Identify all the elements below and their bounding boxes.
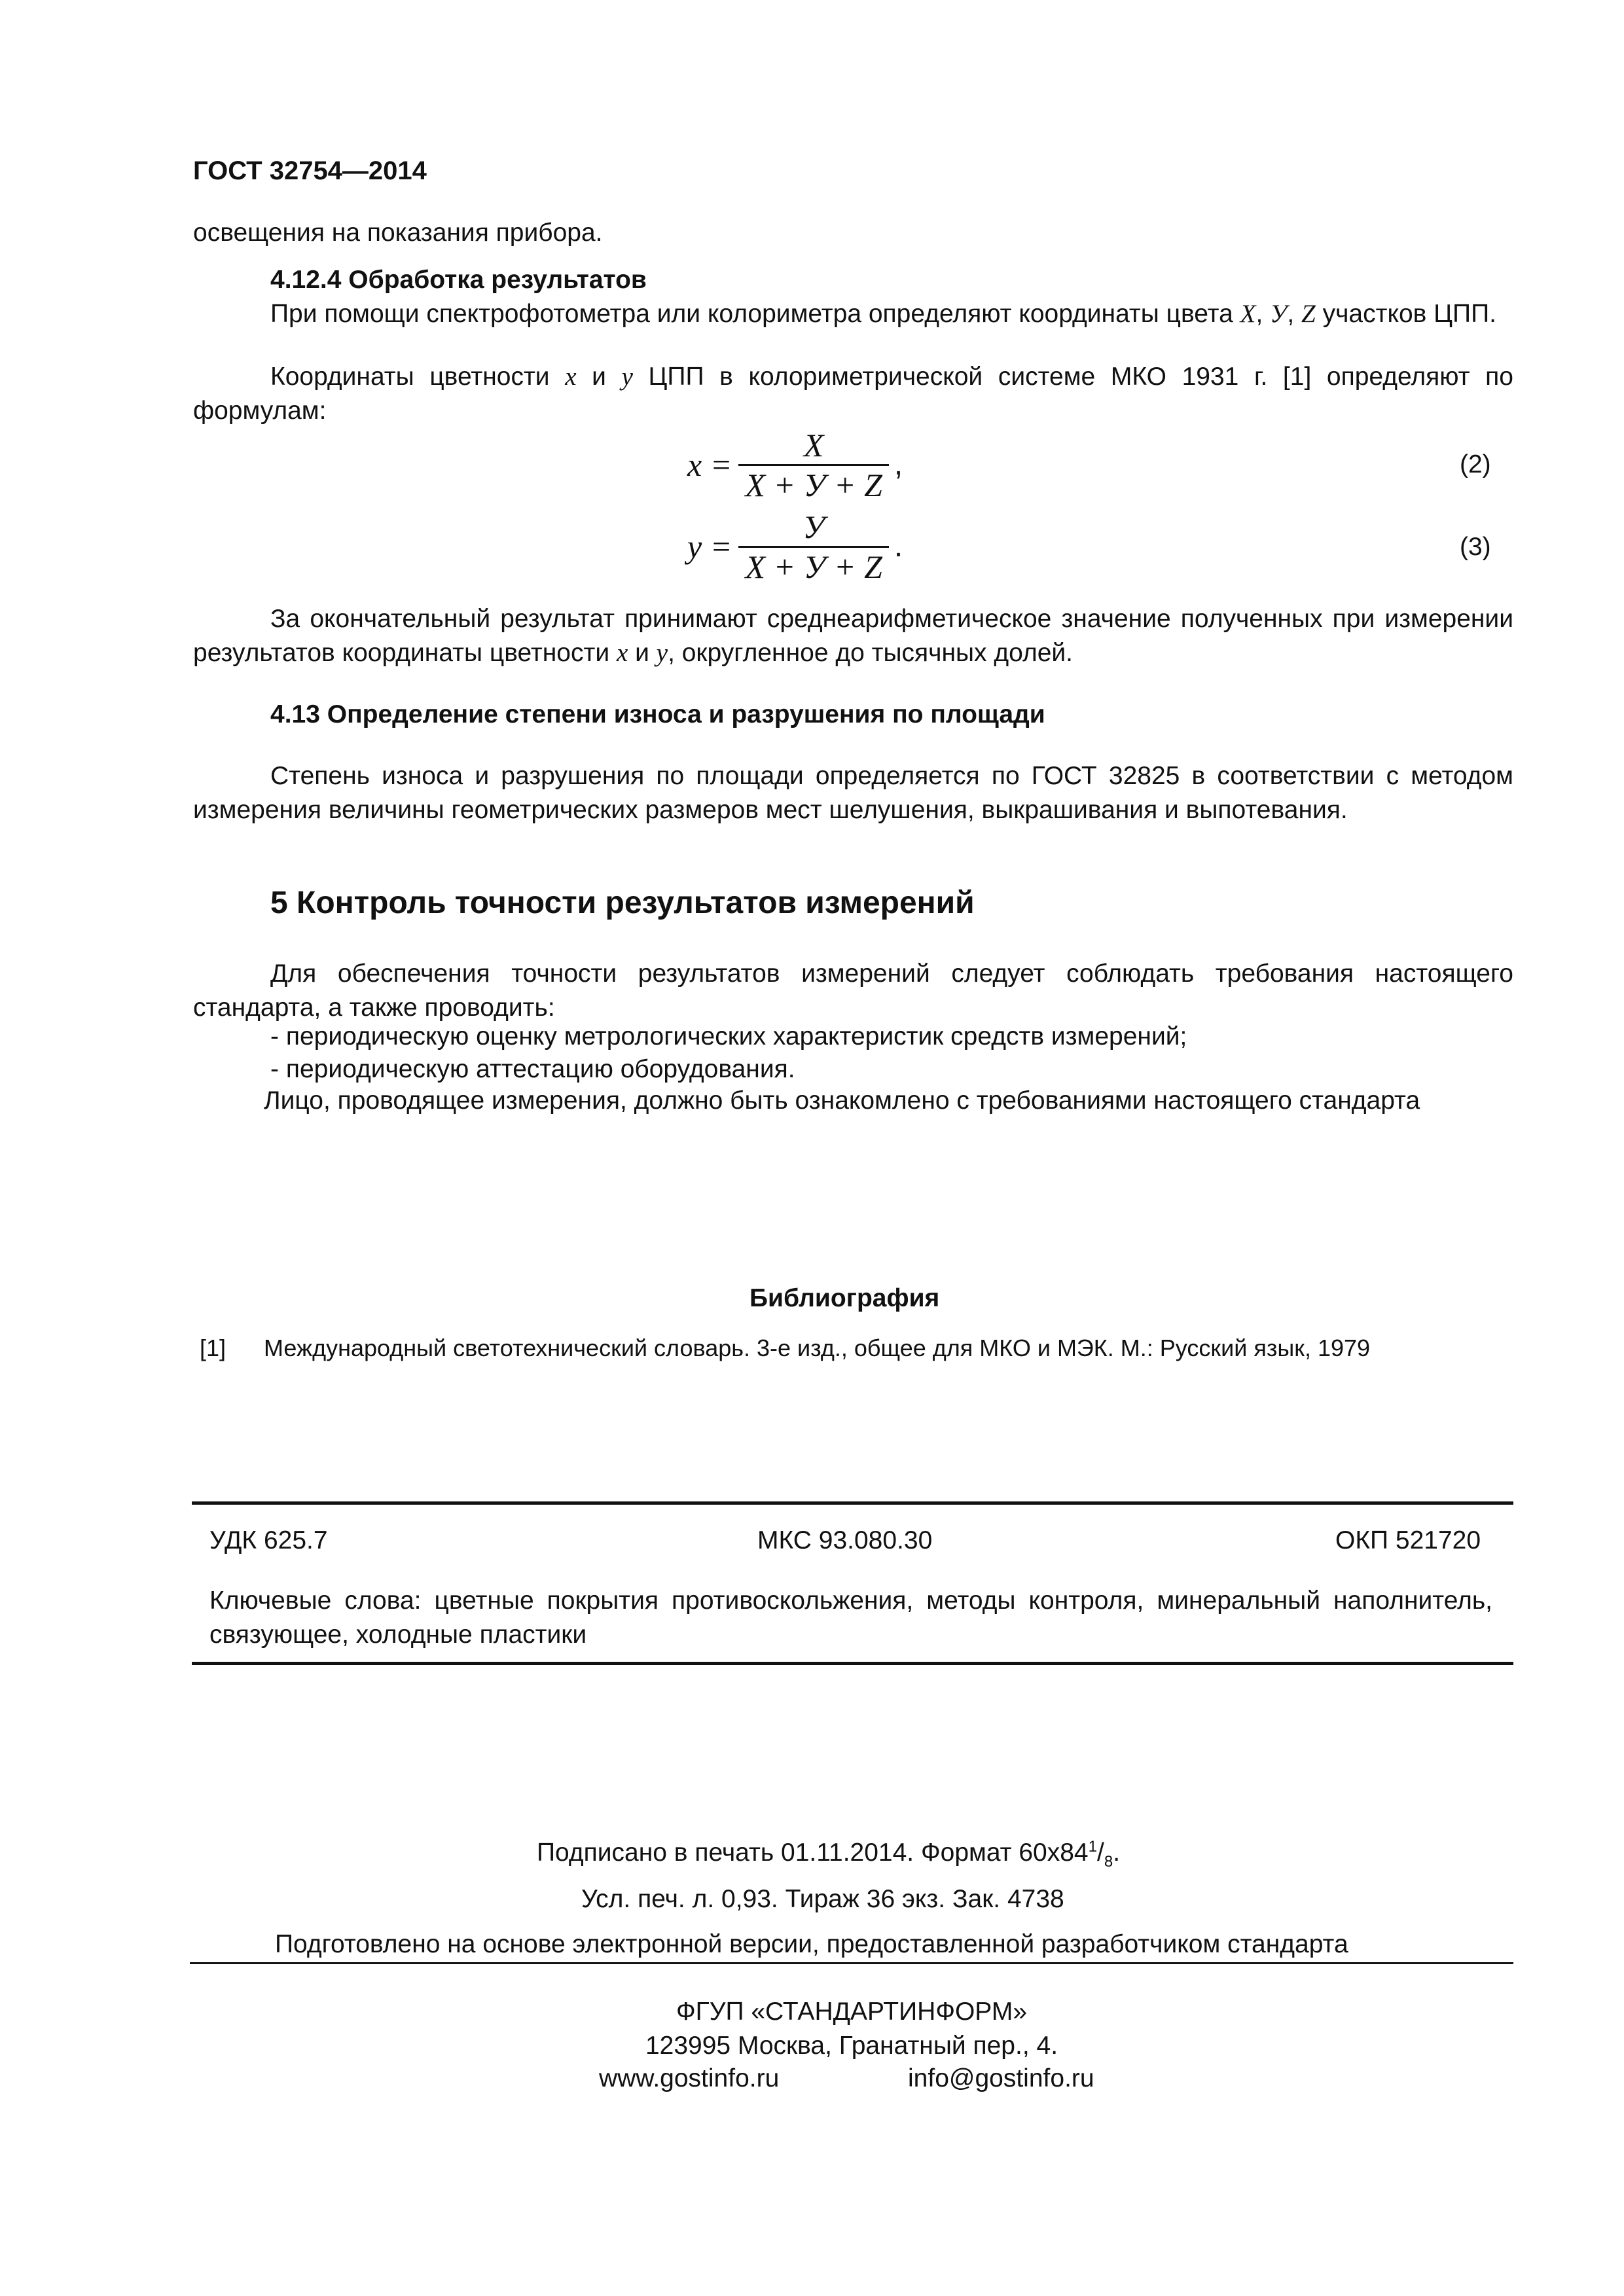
text: ЦПП в колориметрической системе МКО 1931 г. [1] определяют по формулам: [193,363,1513,425]
prepared-note: Подготовлено на основе электронной версии, предоставленной разработчиком стандарта [275,1930,1348,1958]
paragraph-person: Лицо, проводящее измерения, должно быть ознакомлено с требованиями настоящего стандарта [264,1086,1420,1115]
denominator: X + У + Z [745,466,882,503]
text: , [1255,300,1271,328]
publisher-address: 123995 Москва, Гранатный пер., 4. [645,2032,1058,2060]
section-heading-5: 5 Контроль точности результатов измерений [270,886,975,920]
bibliography-title: Библиография [749,1284,940,1312]
numerator: У [738,508,888,548]
formula-3 [687,504,903,589]
formula-lhs: x = [687,446,732,483]
text: и [628,639,657,667]
imprint-divider [190,1962,1513,1964]
print-info: Усл. печ. л. 0,93. Тираж 36 экз. Зак. 4738 [581,1885,1064,1913]
paragraph-continuation: освещения на показания прибора. [193,219,603,247]
var-x-small: x [616,639,628,667]
paragraph-chromaticity [193,360,1513,428]
text: , округленное до тысячных долей. [668,639,1074,667]
text: участков ЦПП. [1315,300,1496,328]
paragraph-accuracy: Для обеспечения точности результатов измерений следует соблюдать требования настоящего стандарта, а также проводить: [193,960,1513,1022]
formula-lhs: у = [687,528,732,565]
formula-punct: , [893,447,903,482]
text: Координаты цветности [270,363,566,391]
text: , [1287,300,1302,328]
bibliography-item [200,1331,1370,1365]
divider-top [192,1501,1513,1505]
formula-number-3: (3) [1460,533,1491,561]
numerator: X [738,426,888,466]
udk-code: УДК 625.7 [209,1526,328,1554]
bibliography-number: [1] [200,1335,226,1361]
list-item: - периодическую оценку метрологических характеристик средств измерений; [270,1022,1187,1050]
section-heading-4-13: 4.13 Определение степени износа и разрушения по площади [270,700,1045,728]
signed-text: Подписано в печать 01.11.2014. Формат 60х84 [537,1839,1089,1867]
document-code: ГОСТ 32754—2014 [193,156,427,185]
paragraph-color-coordinates [193,297,1513,331]
publisher-name: ФГУП «СТАНДАРТИНФОРМ» [676,1998,1028,2026]
var-y-small: у [621,363,633,391]
formula-fraction [738,508,888,586]
denominator: X + У + Z [745,548,882,585]
paragraph-final-result [193,602,1513,670]
signed-for-print [537,1830,1120,1879]
divider-bottom [192,1662,1513,1665]
var-x-small: x [565,363,577,391]
formula-punct: . [893,529,903,564]
section-heading-4-12-4: 4.12.4 Обработка результатов [270,266,647,294]
mks-code: МКС 93.080.30 [757,1526,933,1554]
var-x: X [1240,300,1256,328]
var-z: Z [1301,300,1316,328]
paragraph-wear: Степень износа и разрушения по площади определяется по ГОСТ 32825 в соответствии с методом измерения величины геометрических размеров мест шелушения, выкрашивания и выпотевания. [193,762,1513,824]
list-item: - периодическую аттестацию оборудования. [270,1055,795,1083]
formula-2 [687,422,903,507]
text: За окончательный результат принимают среднеарифметическое значение полученных при измерении результатов координаты цветности [193,605,1513,667]
bibliography-text: Международный светотехнический словарь. 3-е изд., общее для МКО и МЭК. М.: Русский язык, 1979 [264,1335,1371,1361]
publisher-website[interactable]: www.gostinfo.ru [599,2064,780,2092]
var-y: У [1270,300,1288,328]
text: При помощи спектрофотометра или колориметра определяют координаты цвета [270,300,1240,328]
text: и [576,363,622,391]
okp-code: ОКП 521720 [1335,1526,1481,1554]
keywords: Ключевые слова: цветные покрытия противоскольжения, методы контроля, минеральный наполнитель, связующее, холодные пластики [209,1587,1492,1649]
publisher-email[interactable]: info@gostinfo.ru [908,2064,1094,2092]
format-sub: 8 [1104,1852,1113,1871]
format-sup: 1 [1088,1838,1097,1856]
formula-number-2: (2) [1460,450,1491,478]
signed-suffix: . [1113,1839,1121,1867]
slash: / [1096,1839,1104,1867]
formula-fraction [738,426,888,504]
var-y-small: у [656,639,668,667]
